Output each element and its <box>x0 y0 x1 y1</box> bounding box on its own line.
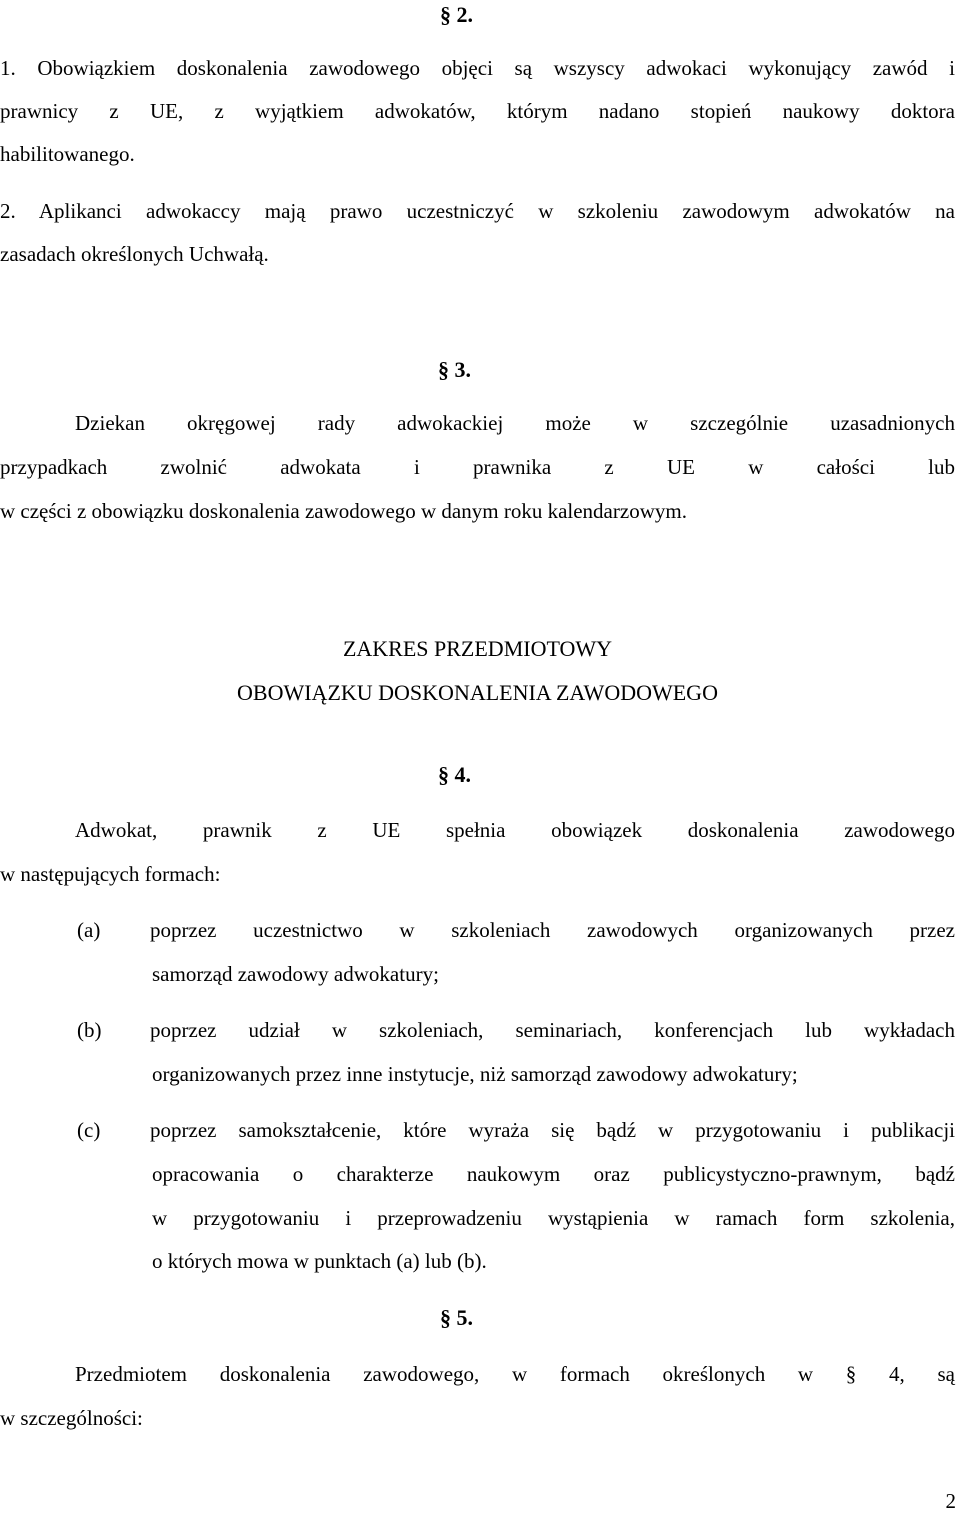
list-item-label-a: (a) <box>77 918 101 942</box>
list-item-c-line-4: o których mowa w punktach (a) lub (b). <box>152 1249 487 1273</box>
section-4-intro-line-2: w następujących formach: <box>0 862 221 886</box>
list-item-label-c: (c) <box>77 1118 101 1142</box>
section-2-line-2: prawnicy z UE, z wyjątkiem adwokatów, którym nadano stopień naukowy doktora <box>0 99 955 123</box>
section-2-mark: § 2. <box>440 2 473 27</box>
list-item-c-line-3: w przygotowaniu i przeprowadzeniu wystąpienia w ramach form szkolenia, <box>152 1206 955 1230</box>
section-5-mark: § 5. <box>440 1305 473 1330</box>
heading-line-1: ZAKRES PRZEDMIOTOWY <box>342 636 613 661</box>
section-3-line-2: przypadkach zwolnić adwokata i prawnika z UE w całości lub <box>0 455 955 479</box>
section-3-mark: § 3. <box>438 357 471 382</box>
list-item-a-line-1: poprzez uczestnictwo w szkoleniach zawodowych organizowanych przez <box>150 918 955 942</box>
heading-line-2: OBOWIĄZKU DOSKONALENIA ZAWODOWEGO <box>237 680 718 705</box>
section-5-line-2: w szczególności: <box>0 1406 143 1430</box>
section-5-line-1: Przedmiotem doskonalenia zawodowego, w formach określonych w § 4, są <box>75 1362 955 1386</box>
section-2-line-3: habilitowanego. <box>0 142 135 166</box>
list-item-c-line-1: poprzez samokształcenie, które wyraża się bądź w przygotowaniu i publikacji <box>150 1118 955 1142</box>
section-4-intro-line-1: Adwokat, prawnik z UE spełnia obowiązek doskonalenia zawodowego <box>75 818 955 842</box>
list-item-c-line-2: opracowania o charakterze naukowym oraz publicystyczno-prawnym, bądź <box>152 1162 955 1186</box>
section-2-line-1: 1. Obowiązkiem doskonalenia zawodowego objęci są wszyscy adwokaci wykonujący zawód i <box>0 56 955 80</box>
list-item-label-b: (b) <box>77 1018 102 1042</box>
page-number: 2 <box>945 1489 956 1513</box>
section-3-line-1: Dziekan okręgowej rady adwokackiej może w szczególnie uzasadnionych <box>75 411 955 435</box>
list-item-a-line-2: samorząd zawodowy adwokatury; <box>152 962 439 986</box>
list-item-b-line-1: poprzez udział w szkoleniach, seminariach, konferencjach lub wykładach <box>150 1018 955 1042</box>
section-2-line-5: zasadach określonych Uchwałą. <box>0 242 269 266</box>
section-3-line-3: w części z obowiązku doskonalenia zawodowego w danym roku kalendarzowym. <box>0 499 687 523</box>
section-2-line-4: 2. Aplikanci adwokaccy mają prawo uczestniczyć w szkoleniu zawodowym adwokatów na <box>0 199 955 223</box>
section-4-mark: § 4. <box>438 762 471 787</box>
list-item-b-line-2: organizowanych przez inne instytucje, niż samorząd zawodowy adwokatury; <box>152 1062 798 1086</box>
